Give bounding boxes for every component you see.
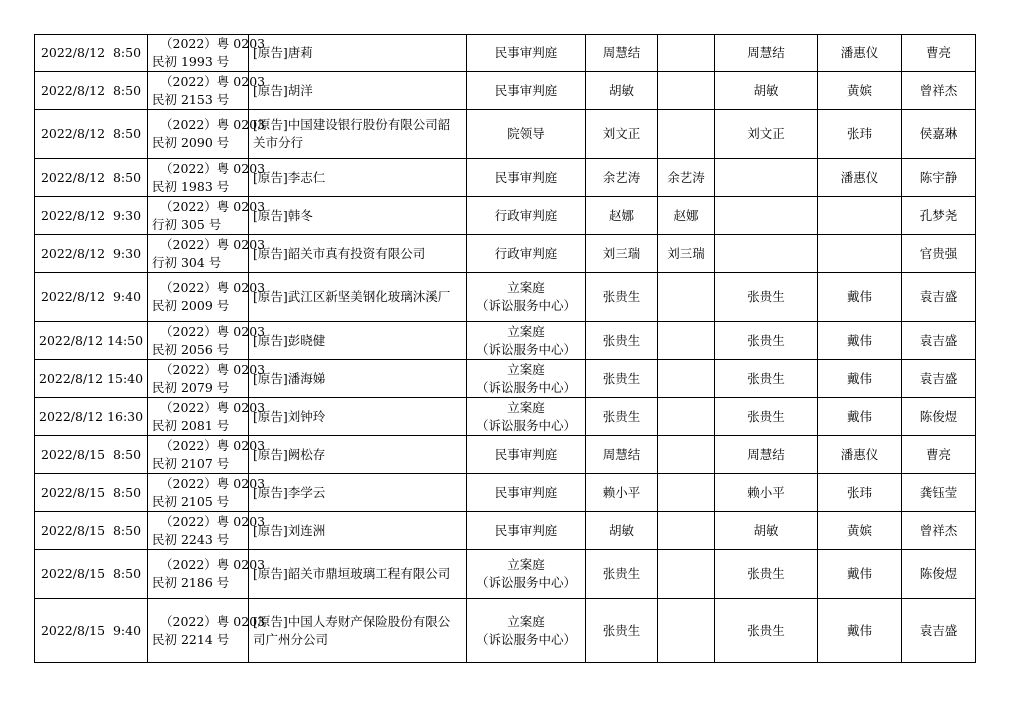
- judge: 张贵生: [586, 273, 658, 322]
- clerk: 黄嫔: [818, 512, 902, 550]
- judge: 张贵生: [586, 599, 658, 663]
- judge: 张贵生: [586, 322, 658, 360]
- hearing-time: 2022/8/12 9:30: [35, 235, 148, 273]
- party-name: [原告]韶关市真有投资有限公司: [249, 235, 467, 273]
- case-number: （2022）粤 0203 民初 1993 号: [148, 35, 249, 72]
- department: 立案庭 （诉讼服务中心）: [467, 273, 586, 322]
- judge: 周慧结: [586, 35, 658, 72]
- hearing-time: 2022/8/15 9:40: [35, 599, 148, 663]
- table-row: [35, 398, 976, 436]
- table-row: [35, 197, 976, 235]
- assigned-judge: [658, 474, 715, 512]
- clerk: 潘惠仪: [818, 436, 902, 474]
- department: 院领导: [467, 110, 586, 159]
- judge: 张贵生: [586, 550, 658, 599]
- clerk: [818, 235, 902, 273]
- judge: 胡敏: [586, 72, 658, 110]
- presiding-judge: 刘文正: [715, 110, 818, 159]
- presiding-judge: [715, 197, 818, 235]
- department: 行政审判庭: [467, 235, 586, 273]
- hearing-time: 2022/8/15 8:50: [35, 436, 148, 474]
- assigned-judge: [658, 550, 715, 599]
- table-row: [35, 72, 976, 110]
- hearing-time: 2022/8/12 8:50: [35, 72, 148, 110]
- hearing-time: 2022/8/15 8:50: [35, 512, 148, 550]
- case-number: （2022）粤 0203 民初 2105 号: [148, 474, 249, 512]
- presiding-judge: 张贵生: [715, 273, 818, 322]
- case-number: （2022）粤 0203 民初 2056 号: [148, 322, 249, 360]
- assigned-judge: [658, 436, 715, 474]
- presiding-judge: [715, 159, 818, 197]
- presiding-judge: 周慧结: [715, 436, 818, 474]
- table-row: [35, 474, 976, 512]
- department: 立案庭 （诉讼服务中心）: [467, 550, 586, 599]
- case-number: （2022）粤 0203 民初 2186 号: [148, 550, 249, 599]
- judge: 赵娜: [586, 197, 658, 235]
- secretary: 曹亮: [902, 436, 976, 474]
- clerk: 戴伟: [818, 599, 902, 663]
- party-name: [原告]韶关市鼎垣玻璃工程有限公司: [249, 550, 467, 599]
- hearing-time: 2022/8/12 9:40: [35, 273, 148, 322]
- party-name: [原告]中国人寿财产保险股份有限公司广州分公司: [249, 599, 467, 663]
- secretary: 曾祥杰: [902, 512, 976, 550]
- judge: 余艺涛: [586, 159, 658, 197]
- party-name: [原告]刘钟玲: [249, 398, 467, 436]
- table-row: [35, 550, 976, 599]
- case-number: （2022）粤 0203 民初 2153 号: [148, 72, 249, 110]
- hearing-time: 2022/8/12 8:50: [35, 159, 148, 197]
- judge: 胡敏: [586, 512, 658, 550]
- case-number: （2022）粤 0203 民初 2107 号: [148, 436, 249, 474]
- assigned-judge: 赵娜: [658, 197, 715, 235]
- table-row: [35, 512, 976, 550]
- case-number: （2022）粤 0203 民初 2214 号: [148, 599, 249, 663]
- department: 民事审判庭: [467, 72, 586, 110]
- hearing-time: 2022/8/12 8:50: [35, 110, 148, 159]
- clerk: 戴伟: [818, 360, 902, 398]
- hearing-time: 2022/8/12 16:30: [35, 398, 148, 436]
- party-name: [原告]李学云: [249, 474, 467, 512]
- department: 民事审判庭: [467, 35, 586, 72]
- clerk: 戴伟: [818, 398, 902, 436]
- secretary: 袁吉盛: [902, 599, 976, 663]
- judge: 周慧结: [586, 436, 658, 474]
- table-row: [35, 322, 976, 360]
- presiding-judge: 胡敏: [715, 512, 818, 550]
- secretary: 曾祥杰: [902, 72, 976, 110]
- secretary: 龚钰莹: [902, 474, 976, 512]
- judge: 刘文正: [586, 110, 658, 159]
- assigned-judge: [658, 35, 715, 72]
- presiding-judge: 张贵生: [715, 322, 818, 360]
- judge: 张贵生: [586, 398, 658, 436]
- assigned-judge: [658, 398, 715, 436]
- department: 立案庭 （诉讼服务中心）: [467, 360, 586, 398]
- table-row: [35, 599, 976, 663]
- department: 立案庭 （诉讼服务中心）: [467, 322, 586, 360]
- hearing-schedule-table: [34, 34, 976, 663]
- secretary: 陈俊煜: [902, 398, 976, 436]
- secretary: 陈宇静: [902, 159, 976, 197]
- department: 民事审判庭: [467, 512, 586, 550]
- clerk: 黄嫔: [818, 72, 902, 110]
- party-name: [原告]阙松存: [249, 436, 467, 474]
- hearing-time: 2022/8/12 14:50: [35, 322, 148, 360]
- clerk: [818, 197, 902, 235]
- party-name: [原告]潘海娣: [249, 360, 467, 398]
- party-name: [原告]胡洋: [249, 72, 467, 110]
- presiding-judge: 张贵生: [715, 550, 818, 599]
- clerk: 潘惠仪: [818, 35, 902, 72]
- secretary: 陈俊煜: [902, 550, 976, 599]
- secretary: 袁吉盛: [902, 322, 976, 360]
- case-number: （2022）粤 0203 民初 2081 号: [148, 398, 249, 436]
- presiding-judge: 周慧结: [715, 35, 818, 72]
- secretary: 袁吉盛: [902, 360, 976, 398]
- judge: 张贵生: [586, 360, 658, 398]
- assigned-judge: [658, 322, 715, 360]
- party-name: [原告]李志仁: [249, 159, 467, 197]
- case-number: （2022）粤 0203 民初 2009 号: [148, 273, 249, 322]
- table-row: [35, 159, 976, 197]
- case-number: （2022）粤 0203 民初 1983 号: [148, 159, 249, 197]
- judge: 赖小平: [586, 474, 658, 512]
- assigned-judge: [658, 110, 715, 159]
- clerk: 潘惠仪: [818, 159, 902, 197]
- case-number: （2022）粤 0203 行初 304 号: [148, 235, 249, 273]
- table-row: [35, 273, 976, 322]
- clerk: 张玮: [818, 474, 902, 512]
- party-name: [原告]韩冬: [249, 197, 467, 235]
- assigned-judge: [658, 360, 715, 398]
- presiding-judge: 胡敏: [715, 72, 818, 110]
- judge: 刘三瑞: [586, 235, 658, 273]
- department: 行政审判庭: [467, 197, 586, 235]
- secretary: 孔梦尧: [902, 197, 976, 235]
- department: 民事审判庭: [467, 474, 586, 512]
- hearing-time: 2022/8/12 9:30: [35, 197, 148, 235]
- assigned-judge: [658, 599, 715, 663]
- presiding-judge: [715, 235, 818, 273]
- table-row: [35, 436, 976, 474]
- party-name: [原告]刘连洲: [249, 512, 467, 550]
- clerk: 张玮: [818, 110, 902, 159]
- case-number: （2022）粤 0203 民初 2079 号: [148, 360, 249, 398]
- clerk: 戴伟: [818, 550, 902, 599]
- secretary: 侯嘉琳: [902, 110, 976, 159]
- assigned-judge: 刘三瑞: [658, 235, 715, 273]
- presiding-judge: 赖小平: [715, 474, 818, 512]
- presiding-judge: 张贵生: [715, 360, 818, 398]
- secretary: 袁吉盛: [902, 273, 976, 322]
- presiding-judge: 张贵生: [715, 599, 818, 663]
- assigned-judge: 余艺涛: [658, 159, 715, 197]
- assigned-judge: [658, 512, 715, 550]
- clerk: 戴伟: [818, 273, 902, 322]
- table-row: [35, 35, 976, 72]
- assigned-judge: [658, 273, 715, 322]
- party-name: [原告]彭晓健: [249, 322, 467, 360]
- department: 民事审判庭: [467, 159, 586, 197]
- case-number: （2022）粤 0203 行初 305 号: [148, 197, 249, 235]
- department: 立案庭 （诉讼服务中心）: [467, 398, 586, 436]
- party-name: [原告]中国建设银行股份有限公司韶关市分行: [249, 110, 467, 159]
- table-row: [35, 360, 976, 398]
- party-name: [原告]唐莉: [249, 35, 467, 72]
- case-number: （2022）粤 0203 民初 2090 号: [148, 110, 249, 159]
- secretary: 官贵强: [902, 235, 976, 273]
- clerk: 戴伟: [818, 322, 902, 360]
- assigned-judge: [658, 72, 715, 110]
- hearing-time: 2022/8/12 8:50: [35, 35, 148, 72]
- table-row: [35, 110, 976, 159]
- department: 立案庭 （诉讼服务中心）: [467, 599, 586, 663]
- presiding-judge: 张贵生: [715, 398, 818, 436]
- hearing-time: 2022/8/12 15:40: [35, 360, 148, 398]
- table-row: [35, 235, 976, 273]
- department: 民事审判庭: [467, 436, 586, 474]
- hearing-time: 2022/8/15 8:50: [35, 550, 148, 599]
- secretary: 曹亮: [902, 35, 976, 72]
- hearing-time: 2022/8/15 8:50: [35, 474, 148, 512]
- case-number: （2022）粤 0203 民初 2243 号: [148, 512, 249, 550]
- party-name: [原告]武江区新坚美钢化玻璃沐溪厂: [249, 273, 467, 322]
